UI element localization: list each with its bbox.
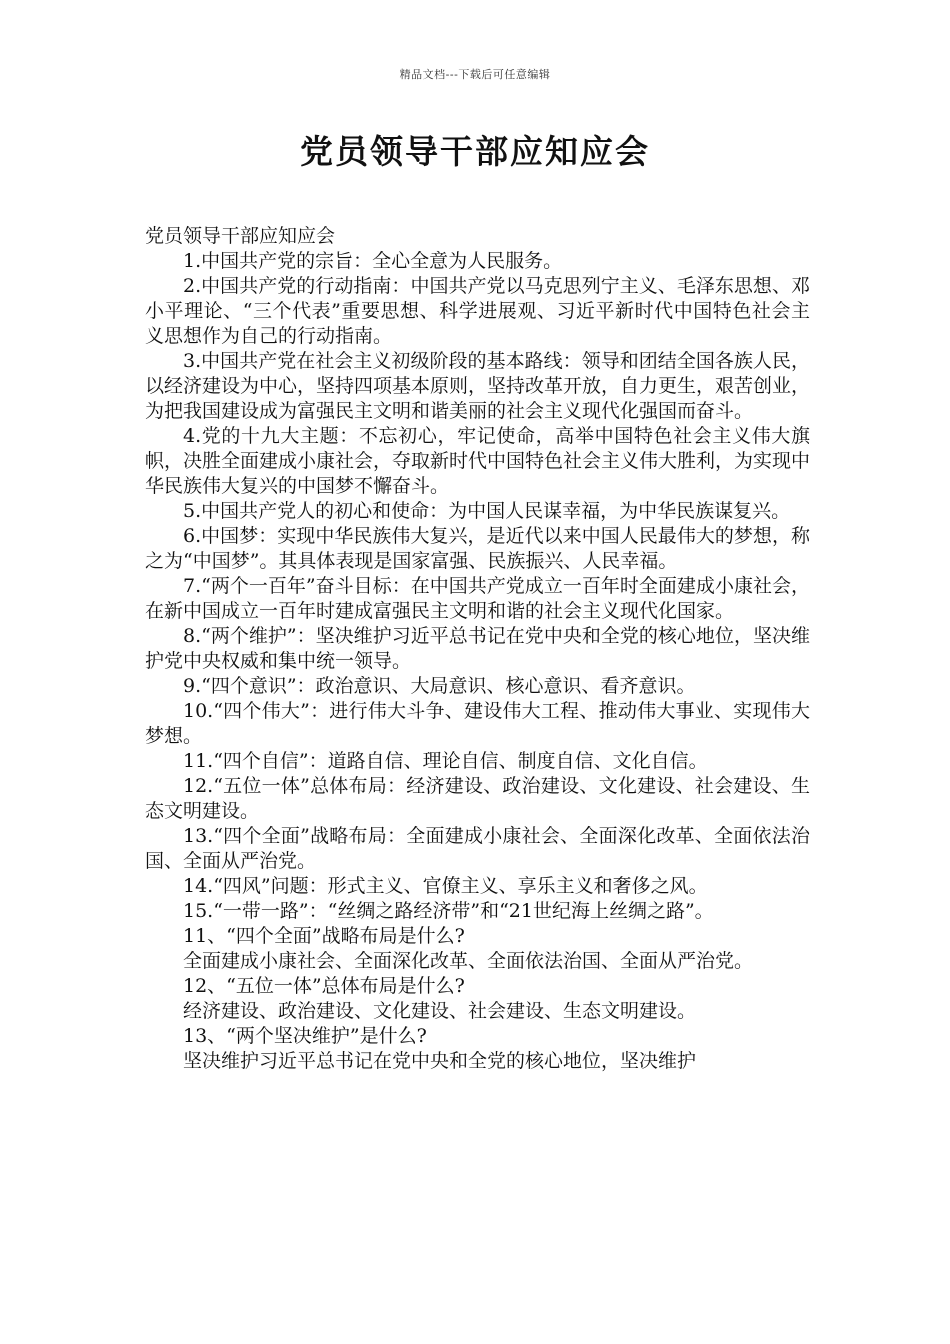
paragraph: 15.“一带一路”：“丝绸之路经济带”和“21世纪海上丝绸之路”。 <box>183 900 714 922</box>
paragraph: 6.中国梦：实现中华民族伟大复兴，是近代以来中国人民最伟大的梦想，称之为“中国梦”。其具体表现是国家富强、民族振兴、人民幸福。 <box>145 525 810 572</box>
paragraph: 8.“两个维护”：坚决维护习近平总书记在党中央和全党的核心地位，坚决维护党中央权威和集中统一领导。 <box>145 625 810 672</box>
paragraph: 7.“两个一百年”奋斗目标：在中国共产党成立一百年时全面建成小康社会，在新中国成立一百年时建成富强民主文明和谐的社会主义现代化国家。 <box>145 575 810 622</box>
answer: 经济建设、政治建设、文化建设、社会建设、生态文明建设。 <box>183 1000 697 1022</box>
intro-line: 党员领导干部应知应会 <box>145 225 336 247</box>
question: 13、“两个坚决维护”是什么? <box>183 1025 427 1047</box>
paragraph: 4.党的十九大主题：不忘初心，牢记使命，高举中国特色社会主义伟大旗帜，决胜全面建成小康社会，夺取新时代中国特色社会主义伟大胜利，为实现中华民族伟大复兴的中国梦不懈奋斗。 <box>145 425 811 497</box>
paragraph: 10.“四个伟大”：进行伟大斗争、建设伟大工程、推动伟大事业、实现伟大梦想。 <box>145 700 810 747</box>
paragraph: 13.“四个全面”战略布局：全面建成小康社会、全面深化改革、全面依法治国、全面从严治党。 <box>145 825 810 872</box>
question: 11、“四个全面”战略布局是什么? <box>183 925 465 947</box>
paragraph: 11.“四个自信”：道路自信、理论自信、制度自信、文化自信。 <box>183 750 708 772</box>
paragraph: 5.中国共产党人的初心和使命：为中国人民谋幸福，为中华民族谋复兴。 <box>183 500 791 522</box>
paragraph: 2.中国共产党的行动指南：中国共产党以马克思列宁主义、毛泽东思想、邓小平理论、“三个代表”重要思想、科学进展观、习近平新时代中国特色社会主义思想作为自己的行动指南。 <box>145 275 810 347</box>
document-title: 党员领导干部应知应会 <box>300 132 650 171</box>
paragraph: 14.“四风”问题：形式主义、官僚主义、享乐主义和奢侈之风。 <box>183 875 708 897</box>
answer: 全面建成小康社会、全面深化改革、全面依法治国、全面从严治党。 <box>183 950 754 972</box>
paragraph: 1.中国共产党的宗旨：全心全意为人民服务。 <box>183 250 563 272</box>
paragraph: 12.“五位一体”总体布局：经济建设、政治建设、文化建设、社会建设、生态文明建设。 <box>145 775 810 822</box>
question: 12、“五位一体”总体布局是什么? <box>183 975 465 997</box>
paragraph: 9.“四个意识”：政治意识、大局意识、核心意识、看齐意识。 <box>183 675 696 697</box>
page-header: 精品文档---下载后可任意编辑 <box>399 68 551 81</box>
document-body <box>145 224 810 1074</box>
paragraph: 3.中国共产党在社会主义初级阶段的基本路线：领导和团结全国各族人民，以经济建设为中心，坚持四项基本原则，坚持改革开放，自力更生，艰苦创业，为把我国建设成为富强民主文明和谐美丽的社会主义现代化强国而奋斗。 <box>145 350 811 422</box>
answer: 坚决维护习近平总书记在党中央和全党的核心地位，坚决维护 <box>183 1050 697 1072</box>
